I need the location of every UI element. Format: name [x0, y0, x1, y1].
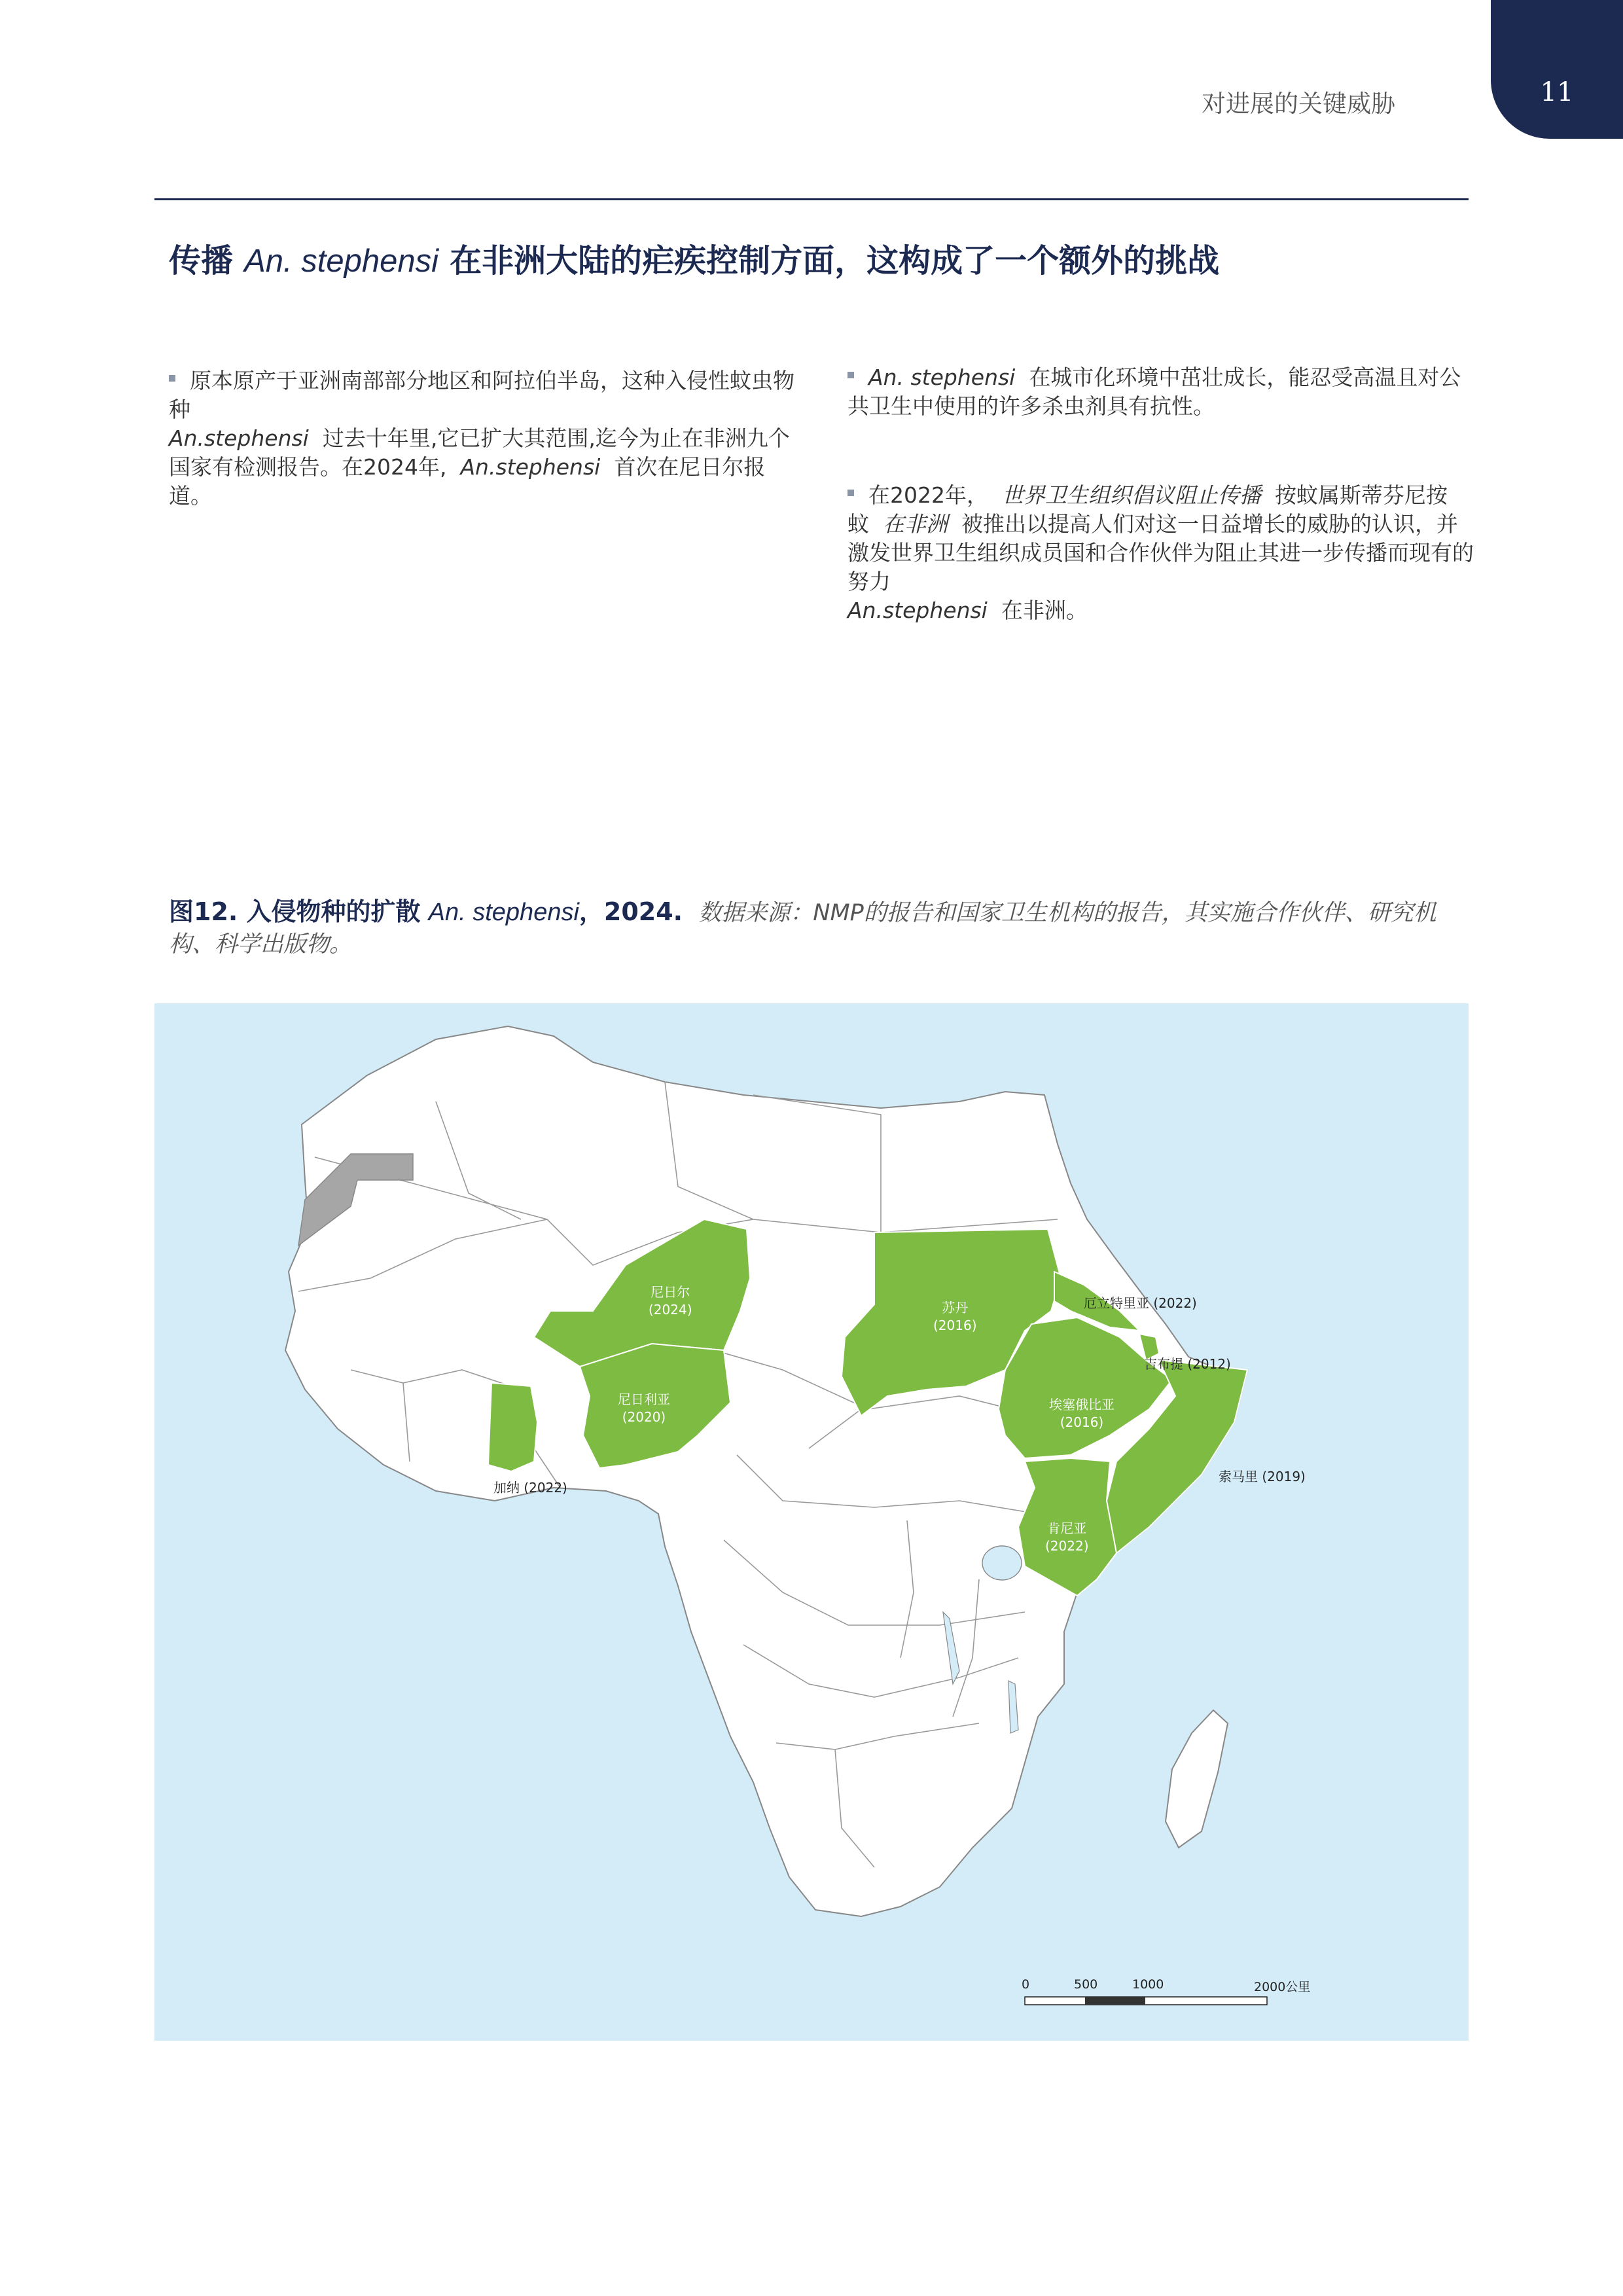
somalia-label: 索马里 (2019) — [1219, 1469, 1306, 1484]
heading-suffix: 在非洲大陆的疟疾控制方面，这构成了一个额外的挑战 — [450, 242, 1220, 279]
africa-map-graphic — [154, 1003, 1469, 2041]
species-name: An.stephensi — [847, 598, 988, 623]
niger-label: 尼日尔 (2024) — [649, 1284, 692, 1318]
ghana-shape — [488, 1383, 537, 1471]
section-title: 对进展的关键威胁 — [1202, 90, 1395, 118]
left-column — [169, 367, 797, 571]
scale-bar — [1025, 1997, 1267, 2005]
page-heading — [169, 236, 1465, 281]
page-number: 11 — [1540, 77, 1574, 107]
lake-victoria — [982, 1546, 1022, 1580]
scale-tick-1000: 1000 — [1132, 1977, 1164, 1992]
ghana-label: 加纳 (2022) — [493, 1480, 567, 1496]
madagascar — [1166, 1710, 1228, 1848]
initiative-name: 世界卫生组织倡议阻止传播 — [1001, 482, 1261, 508]
right-column — [847, 363, 1476, 685]
heading-prefix: 传播 — [169, 242, 234, 279]
bullet-icon — [169, 375, 175, 382]
sudan-label: 苏丹 (2016) — [933, 1300, 977, 1333]
species-name: An. stephensi — [868, 365, 1016, 390]
kenya-label: 肯尼亚 (2022) — [1045, 1520, 1089, 1554]
bullet-icon — [847, 372, 854, 378]
figure-source: 数据来源：NMP的报告和国家卫生机构的报告，其实施合作伙伴、研究机构、科学出版物。 — [169, 900, 1436, 958]
region-name: 在非洲 — [882, 511, 948, 537]
figure-label: 图12. 入侵物种的扩散 — [169, 897, 421, 926]
figure-year: ，2024. — [579, 897, 683, 926]
heading-species: An. stephensi — [244, 243, 438, 279]
africa-map — [154, 1003, 1469, 2041]
header-divider — [154, 198, 1469, 200]
eritrea-label: 厄立特里亚 (2022) — [1084, 1295, 1197, 1311]
figure-species: An. stephensi — [428, 899, 579, 926]
left-paragraph-1: 原本原产于亚洲南部部分地区和阿拉伯半岛，这种入侵性蚊虫物种 An.stephensi 过去十年里,它已扩大其范围,迄今为止在非洲九个国家有检测报告。在2024年, An.stephensi 首次在尼日尔报道。 — [169, 368, 794, 509]
right-paragraph-2: 在2022年， 世界卫生组织倡议阻止传播 按蚊属斯蒂芬尼按蚊 在非洲 被推出以提高人们对这一日益增长的威胁的认识，并激发世界卫生组织成员国和合作伙伴为阻止其进一步传播而现有的努力 An.stephensi 在非洲。 — [847, 482, 1474, 623]
scale-tick-0: 0 — [1022, 1977, 1030, 1992]
species-name: An.stephensi — [169, 425, 309, 451]
scale-tick-2000: 2000公里 — [1254, 1980, 1311, 1994]
bullet-icon — [847, 490, 854, 496]
page-number-tab — [1491, 0, 1623, 139]
species-name: An.stephensi — [460, 454, 601, 480]
scale-tick-500: 500 — [1074, 1977, 1098, 1992]
nigeria-label: 尼日利亚 (2020) — [618, 1391, 670, 1425]
figure-caption — [169, 897, 1471, 960]
ethiopia-label: 埃塞俄比亚 (2016) — [1049, 1397, 1115, 1430]
right-paragraph-1: An. stephensi 在城市化环境中茁壮成长，能忍受高温且对公共卫生中使用的许多杀虫剂具有抗性。 — [847, 365, 1461, 419]
djibouti-label: 吉布提 (2012) — [1144, 1356, 1231, 1372]
